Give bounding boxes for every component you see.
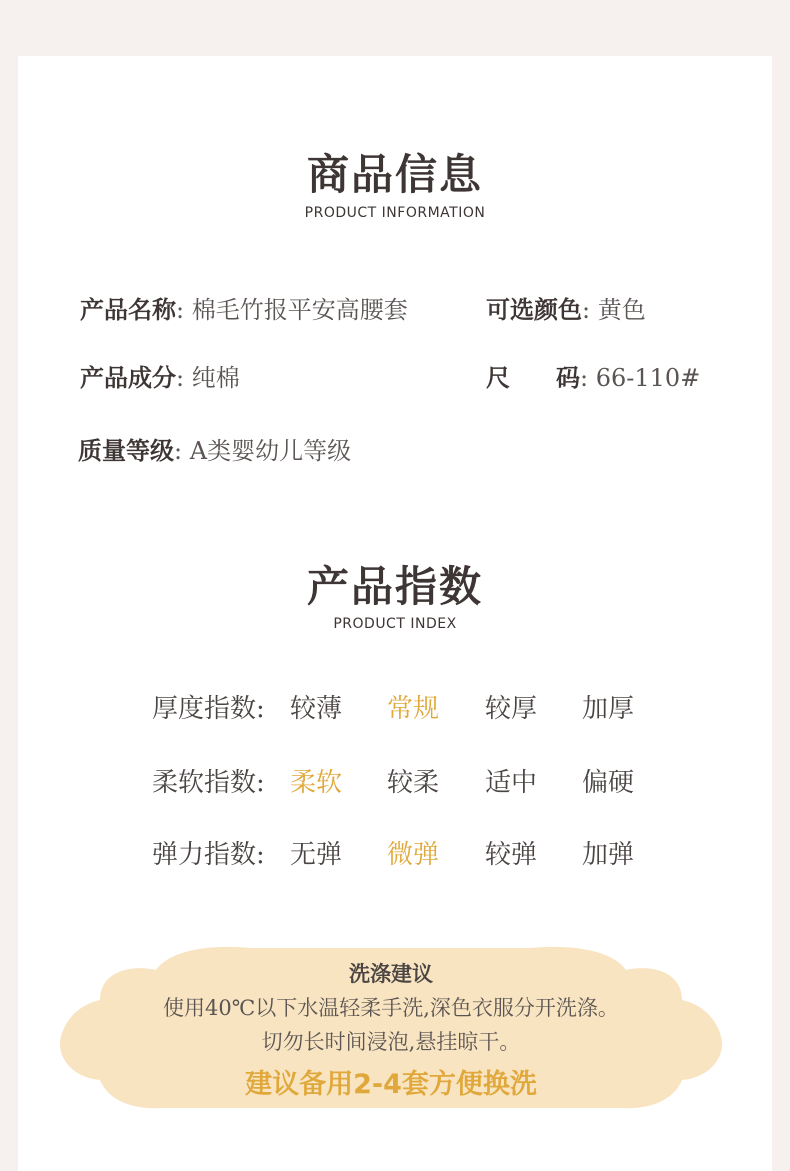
size-row: 尺 码: 66-110#	[486, 363, 701, 392]
product-name-value: 棉毛竹报平安高腰套	[191, 296, 408, 324]
elasticity-option: 微弹	[387, 840, 440, 870]
grade-key: 质量等级	[78, 436, 174, 465]
index-section-title: 产品指数	[306, 562, 483, 611]
softness-option: 较柔	[387, 768, 440, 798]
thickness-option: 常规	[387, 694, 440, 724]
elasticity-option: 加弹	[582, 840, 635, 870]
washing-advice-line1: 使用40℃以下水温轻柔手洗,深色衣服分开洗涤。	[163, 996, 619, 1020]
material-value: 纯棉	[191, 364, 240, 392]
thickness-option: 加厚	[582, 694, 635, 724]
thickness-index-label: 厚度指数:	[152, 694, 265, 724]
washing-advice-line2: 切勿长时间浸泡,悬挂晾干。	[261, 1030, 521, 1054]
index-section-subtitle: PRODUCT INDEX	[333, 616, 457, 632]
size-key-char2: 码	[556, 363, 580, 392]
color-key: 可选颜色	[486, 295, 582, 324]
washing-advice-panel	[60, 944, 722, 1110]
color-value: 黄色	[597, 296, 646, 324]
grade-row: 质量等级: A类婴幼儿等级	[78, 436, 352, 465]
elasticity-option: 无弹	[290, 840, 343, 870]
info-section-subtitle: PRODUCT INFORMATION	[304, 205, 486, 221]
elasticity-option: 较弹	[485, 840, 538, 870]
thickness-option: 较薄	[290, 694, 343, 724]
material-row: 产品成分: 纯棉	[80, 363, 240, 392]
size-value: 66-110#	[595, 364, 701, 392]
product-name-key: 产品名称	[80, 295, 176, 324]
size-key-char1: 尺	[486, 363, 510, 392]
thickness-option: 较厚	[485, 694, 538, 724]
softness-option: 适中	[485, 768, 538, 798]
softness-option: 偏硬	[582, 768, 635, 798]
info-section-title: 商品信息	[306, 150, 483, 199]
washing-advice-title: 洗涤建议	[349, 961, 433, 986]
product-name-row: 产品名称: 棉毛竹报平安高腰套	[80, 295, 408, 324]
elasticity-index-label: 弹力指数:	[152, 840, 265, 870]
grade-value: A类婴幼儿等级	[189, 437, 352, 465]
washing-advice-highlight: 建议备用2-4套方便换洗	[245, 1069, 537, 1100]
softness-option: 柔软	[290, 768, 343, 798]
material-key: 产品成分	[80, 363, 176, 392]
softness-index-label: 柔软指数:	[152, 768, 265, 798]
color-row: 可选颜色: 黄色	[486, 295, 646, 324]
